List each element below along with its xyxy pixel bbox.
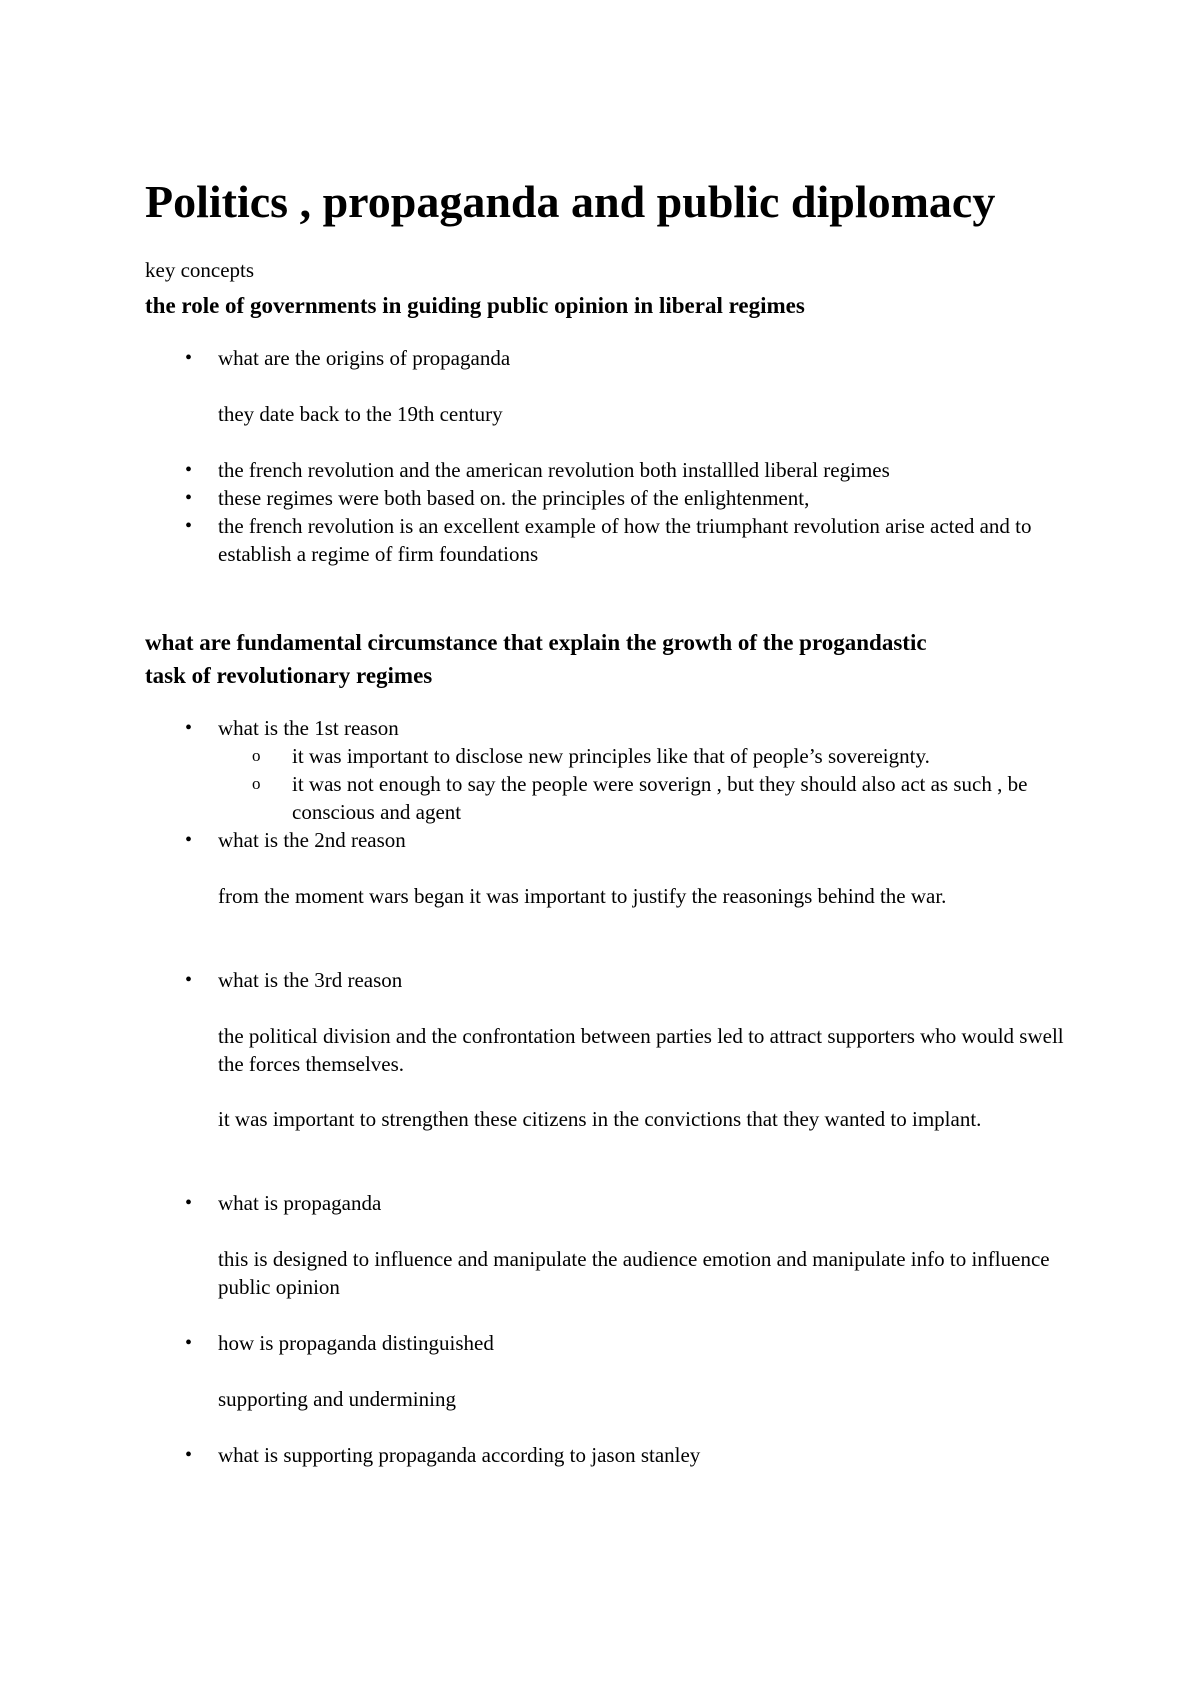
list-item bbox=[185, 1189, 1085, 1217]
list-item bbox=[185, 1329, 1085, 1357]
sub-list-item-text: it was not enough to say the people were soverign , but they should also act as such , be conscious and agent bbox=[292, 772, 1028, 824]
bullet-icon: • bbox=[185, 969, 193, 991]
sub-list-item bbox=[252, 742, 1092, 770]
paragraph: the political division and the confrontation between parties led to attract supporters who would swell the forces themselves. bbox=[218, 1024, 1064, 1076]
bullet-icon: • bbox=[185, 1192, 193, 1214]
document-page bbox=[145, 0, 1085, 1698]
list-item bbox=[185, 484, 1085, 512]
list-item bbox=[185, 1441, 1085, 1469]
section-heading-fundamental-circumstances: what are fundamental circumstance that explain the growth of the progandastic task of revolutionary regimes bbox=[145, 630, 927, 688]
circle-bullet-icon: o bbox=[252, 746, 261, 765]
sub-list-item-text: it was important to disclose new principles like that of people’s sovereignty. bbox=[292, 744, 930, 768]
bullet-icon: • bbox=[185, 1444, 193, 1466]
bullet-icon: • bbox=[185, 829, 193, 851]
list-item-text: the french revolution and the american revolution both installled liberal regimes bbox=[218, 458, 890, 482]
list-item bbox=[185, 344, 1085, 372]
list-item bbox=[185, 826, 1085, 854]
paragraph: it was important to strengthen these citizens in the convictions that they wanted to implant. bbox=[218, 1107, 982, 1131]
sub-list-item bbox=[252, 770, 1092, 826]
document-subtitle: key concepts bbox=[145, 258, 255, 282]
bullet-icon: • bbox=[185, 459, 193, 481]
list-item bbox=[185, 456, 1085, 484]
list-item-text: the french revolution is an excellent example of how the triumphant revolution arise acted and to establish a regime of firm foundations bbox=[218, 514, 1032, 566]
bullet-icon: • bbox=[185, 717, 193, 739]
list-item-text: what is the 2nd reason bbox=[218, 828, 406, 852]
paragraph: supporting and undermining bbox=[218, 1387, 456, 1411]
paragraph: they date back to the 19th century bbox=[218, 402, 503, 426]
list-item-text: how is propaganda distinguished bbox=[218, 1331, 494, 1355]
list-item-text: what is supporting propaganda according to jason stanley bbox=[218, 1443, 701, 1467]
bullet-icon: • bbox=[185, 487, 193, 509]
bullet-icon: • bbox=[185, 1332, 193, 1354]
paragraph: from the moment wars began it was important to justify the reasonings behind the war. bbox=[218, 884, 947, 908]
paragraph: this is designed to influence and manipulate the audience emotion and manipulate info to influence public opinion bbox=[218, 1247, 1050, 1299]
section-heading-role-of-governments: the role of governments in guiding public opinion in liberal regimes bbox=[145, 293, 805, 318]
bullet-icon: • bbox=[185, 515, 193, 537]
list-item bbox=[185, 966, 1085, 994]
list-item bbox=[185, 512, 1085, 568]
list-item-text: what is the 3rd reason bbox=[218, 968, 403, 992]
list-item-text: these regimes were both based on. the principles of the enlightenment, bbox=[218, 486, 810, 510]
circle-bullet-icon: o bbox=[252, 774, 261, 793]
list-item-text: what are the origins of propaganda bbox=[218, 346, 511, 370]
list-item-text: what is propaganda bbox=[218, 1191, 382, 1215]
list-item-text: what is the 1st reason bbox=[218, 716, 399, 740]
bullet-icon: • bbox=[185, 347, 193, 369]
list-item bbox=[185, 714, 1085, 742]
document-title: Politics , propaganda and public diplomacy bbox=[145, 176, 996, 227]
